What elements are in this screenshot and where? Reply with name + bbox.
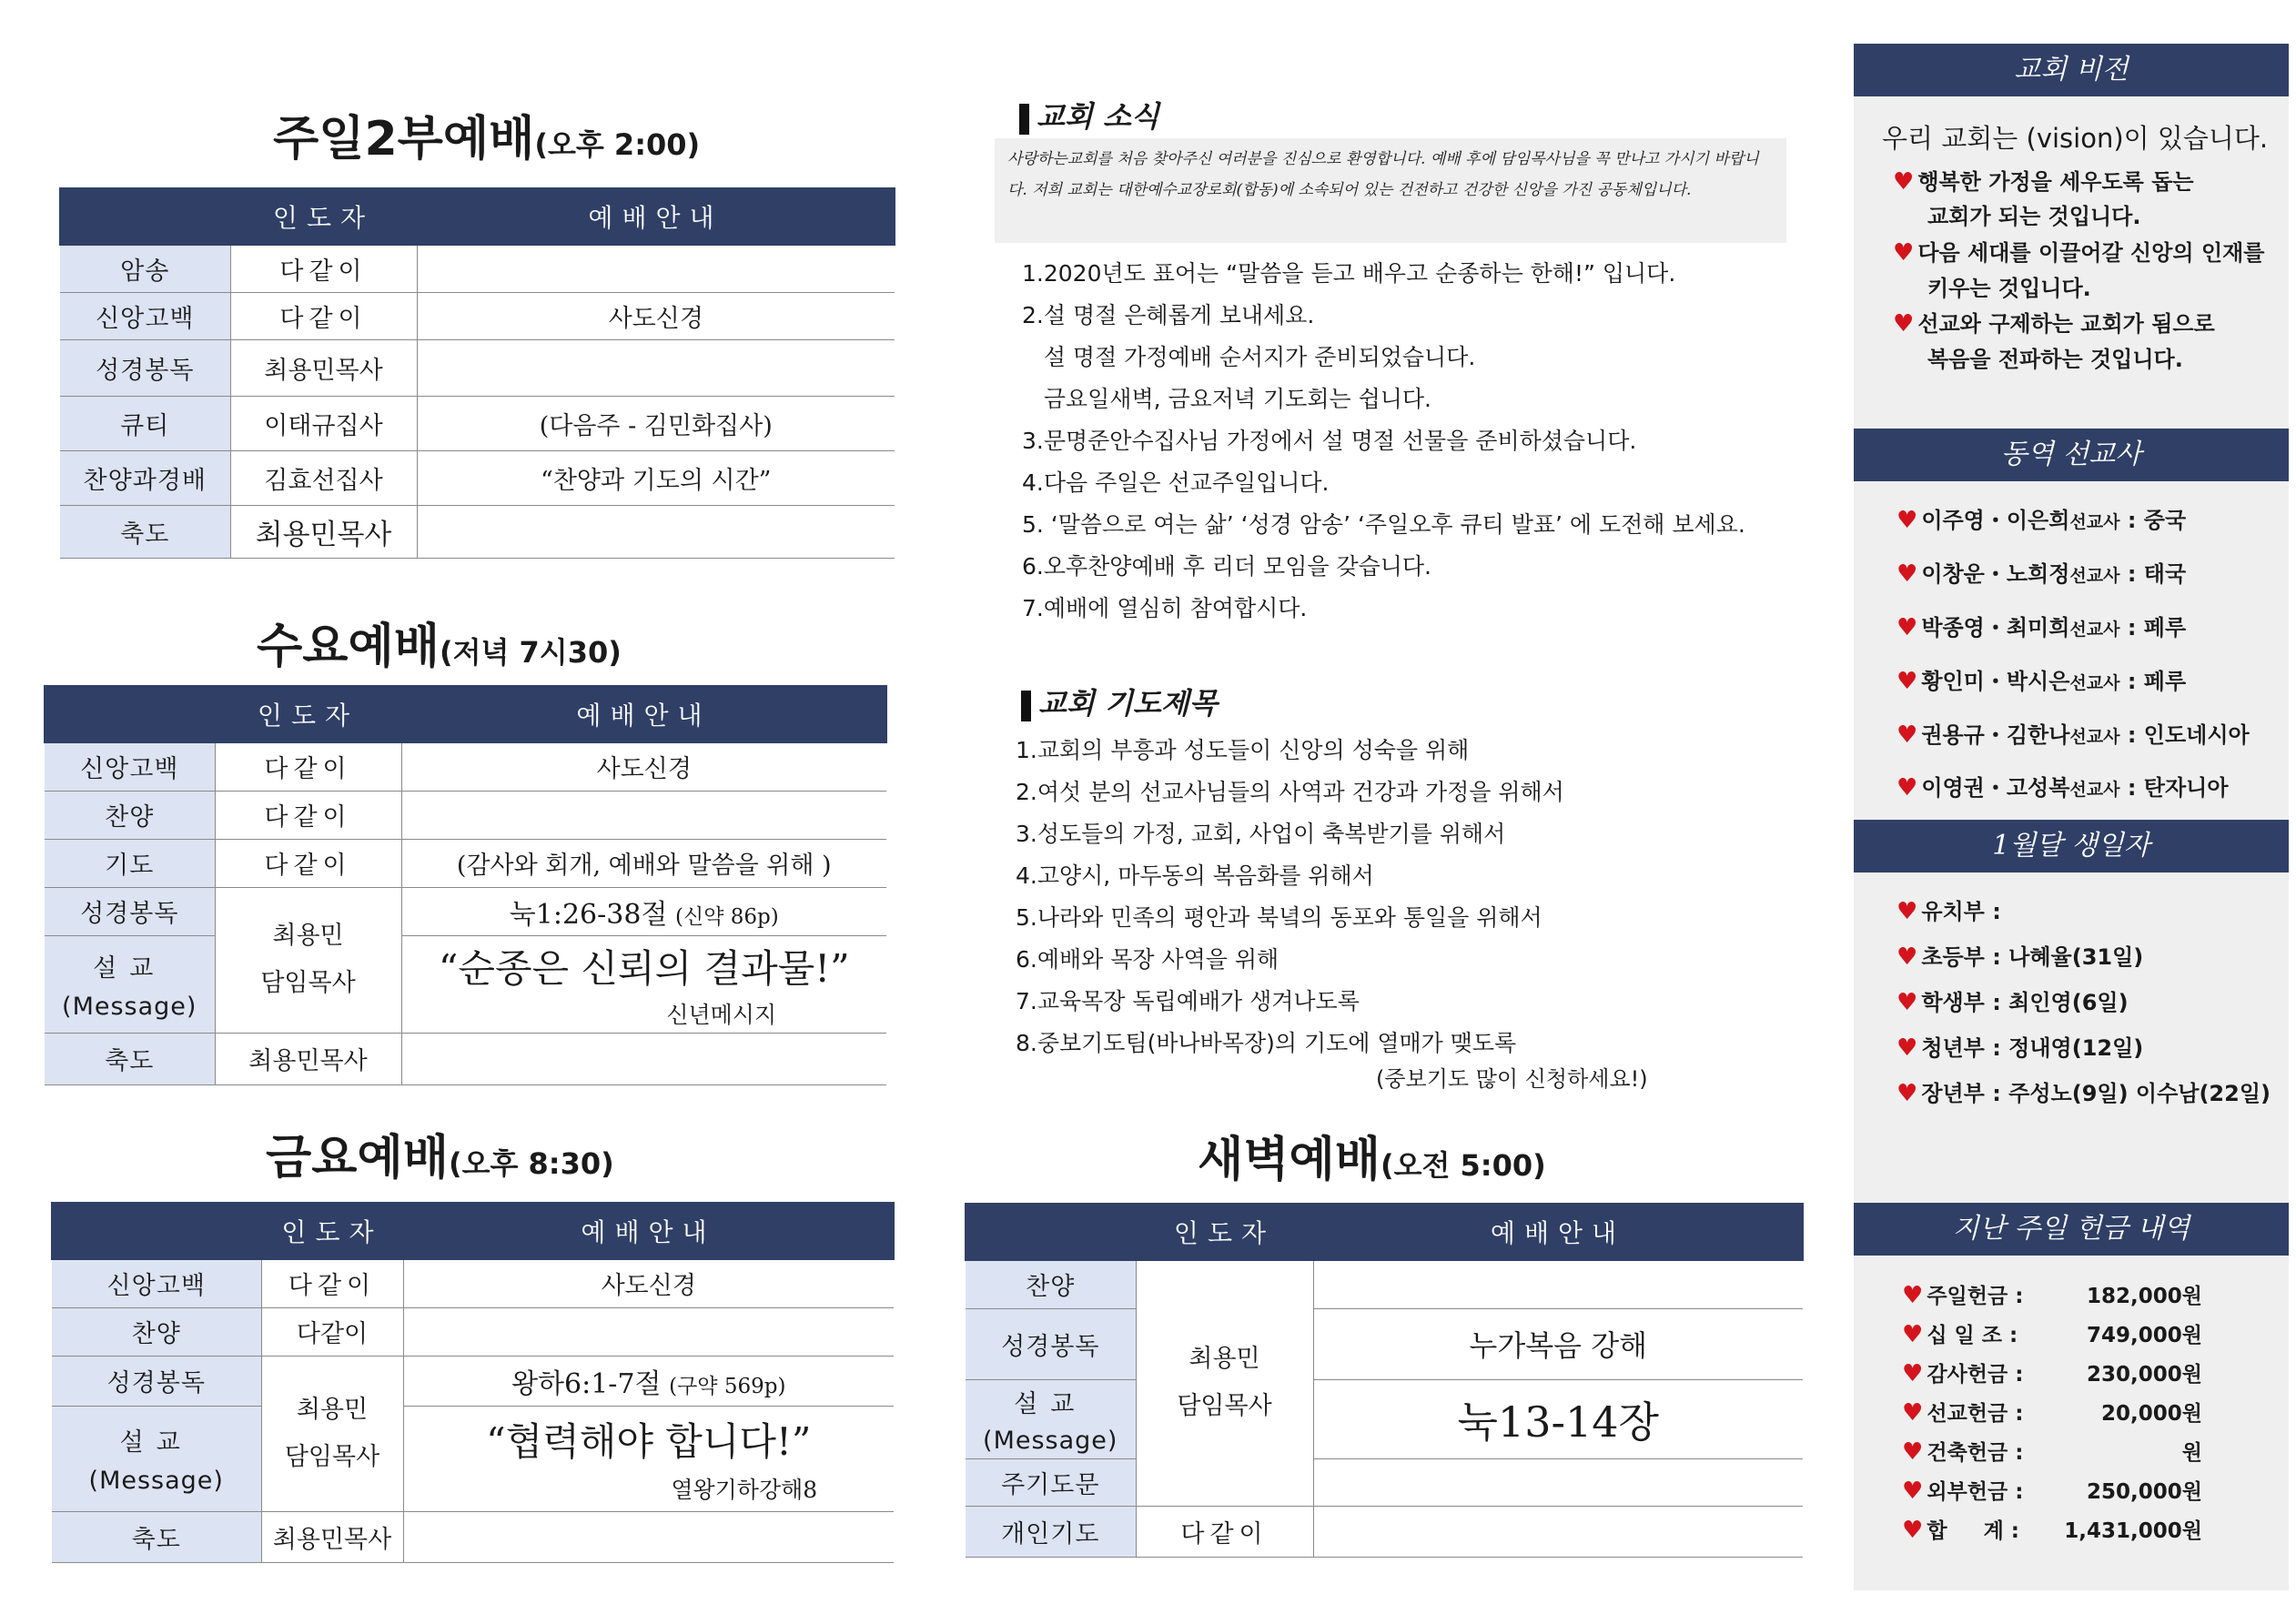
sunday2-title-text: 주일2부예배 <box>273 112 535 166</box>
row-leader: 김효선집사 <box>230 450 417 505</box>
missionary-place: : 인도네시아 <box>2119 722 2250 748</box>
heart-icon: ♥ <box>1896 560 1918 588</box>
scripture: 왕하6:1-7절 <box>511 1367 662 1400</box>
row-label: 기도 <box>45 839 215 887</box>
sunday2-header-info: 예배안내 <box>417 188 895 245</box>
sermon-label-en: (Message) <box>88 1467 224 1495</box>
birthday-item <box>1896 1075 2271 1107</box>
row-info: (다음주 - 김민화집사) <box>417 396 895 450</box>
sermon-subtitle: 열왕기하강해8 <box>671 1477 818 1503</box>
row-label: 신앙고백 <box>60 292 230 339</box>
news-heading <box>1019 94 1159 136</box>
row-leader: 최용민목사 <box>261 1511 403 1562</box>
list-item: 5.나라와 민족의 평안과 북녘의 동포와 통일을 위해서 <box>1016 904 1542 931</box>
row-label <box>45 935 215 1033</box>
missionary-place: : 페루 <box>2119 669 2187 694</box>
vision-line: 행복한 가정을 세우도록 돕는 <box>1917 169 2194 195</box>
vision-item-cont: 교회가 되는 것입니다. <box>1927 204 2141 229</box>
heart-icon: ♥ <box>1893 310 1915 338</box>
heart-icon: ♥ <box>1896 507 1918 534</box>
prayer-note: (중보기도 많이 신청하세요!) <box>1376 1066 1648 1092</box>
wednesday-time: (저녁 7시30) <box>439 635 622 670</box>
heart-icon: ♥ <box>1896 943 1918 971</box>
birthday-text: 학생부 : 최인영(6일) <box>1921 990 2129 1015</box>
offering-amount: 250,000원 <box>2087 1480 2202 1504</box>
missionary-names: 박종영・최미희 <box>1921 615 2070 641</box>
dawn-header-leader: 인도자 <box>1136 1204 1313 1260</box>
row-leader: 이태규집사 <box>230 396 417 450</box>
row-info <box>403 1406 894 1511</box>
row-leader: 최용민목사 <box>230 339 417 396</box>
list-item: 3.문명준안수집사님 가정에서 설 명절 선물을 준비하셨습니다. <box>1022 428 1637 454</box>
sunday2-title <box>273 100 700 168</box>
missionary-place: : 페루 <box>2119 615 2187 641</box>
row-leader: 다같이 <box>230 245 417 292</box>
offering-label-text: 십 일 조 : <box>1927 1324 2018 1347</box>
row-label: 암송 <box>60 245 230 292</box>
offering-label-text: 외부헌금 : <box>1927 1480 2024 1504</box>
missionary-names: 이창운・노희정 <box>1921 561 2070 587</box>
row-leader: 다같이 <box>230 292 417 339</box>
sermon-label: 설교 <box>1014 1389 1087 1418</box>
friday-header-leader: 인도자 <box>261 1203 403 1259</box>
row-info: (감사와 회개, 예배와 말씀을 위해 ) <box>401 839 886 887</box>
row-info <box>417 505 895 558</box>
row-label: 축도 <box>60 505 230 558</box>
row-label: 찬양 <box>45 791 215 839</box>
vision-line: 다음 세대를 이끌어갈 신앙의 인재를 <box>1917 240 2265 266</box>
prayer-list <box>1016 730 1798 1064</box>
row-info <box>401 791 886 839</box>
missionary-names: 이주영・이은희 <box>1921 508 2070 533</box>
row-leader: 다같이 <box>261 1259 403 1307</box>
row-label: 성경봉독 <box>966 1308 1136 1379</box>
row-info <box>417 339 895 396</box>
news-list <box>1022 253 1805 630</box>
heart-icon: ♥ <box>1896 989 1918 1016</box>
offering-label-text: 건축헌금 : <box>1927 1441 2024 1465</box>
missionary-place: : 탄자니아 <box>2119 775 2229 801</box>
friday-header-info: 예배안내 <box>403 1203 894 1259</box>
offering-heading: 지난 주일 헌금 내역 <box>1854 1203 2289 1256</box>
vision-item <box>1893 306 2215 338</box>
dawn-header-blank <box>966 1204 1136 1260</box>
birthday-item <box>1896 984 2129 1016</box>
vision-title: 우리 교회는 (vision)이 있습니다. <box>1882 123 2269 154</box>
prayer-heading-text: 교회 기도제목 <box>1038 686 1218 721</box>
heart-icon: ♥ <box>1896 1080 1918 1107</box>
offering-amount: 원 <box>2181 1441 2202 1465</box>
row-info <box>403 1307 894 1356</box>
row-info <box>417 245 895 292</box>
missionary-role: 선교사 <box>2069 673 2120 693</box>
news-heading-text: 교회 소식 <box>1037 99 1159 134</box>
friday-title-text: 금요예배 <box>266 1131 449 1185</box>
row-info <box>401 887 886 935</box>
missionary-place: : 태국 <box>2119 561 2187 587</box>
row-info: 사도신경 <box>417 292 895 339</box>
row-info: 사도신경 <box>401 742 886 791</box>
offering-label <box>1902 1357 2023 1387</box>
list-item: 설 명절 가정예배 순서지가 준비되었습니다. <box>1022 344 1476 370</box>
heading-bar-icon <box>1021 691 1031 721</box>
birthday-text: 장년부 : 주성노(9일) 이수남(22일) <box>1921 1081 2271 1106</box>
row-label: 찬양 <box>966 1260 1136 1308</box>
sermon-subtitle: 신년메시지 <box>666 1001 777 1028</box>
heart-icon: ♥ <box>1893 239 1915 267</box>
wednesday-table <box>44 685 887 1085</box>
heart-icon: ♥ <box>1896 721 1918 749</box>
offering-amount: 749,000원 <box>2087 1324 2202 1347</box>
merged-leader <box>261 1356 403 1511</box>
sunday2-time: (오후 2:00) <box>534 127 701 162</box>
birthday-item <box>1896 1030 2143 1062</box>
sermon-title: “순종은 신뢰의 결과물!” <box>438 945 850 991</box>
row-label: 성경봉독 <box>60 339 230 396</box>
prayer-heading <box>1021 681 1218 722</box>
row-label: 성경봉독 <box>45 887 215 935</box>
wednesday-header-leader: 인도자 <box>215 686 401 742</box>
row-leader: 다같이 <box>1136 1506 1313 1557</box>
missionary-role: 선교사 <box>2069 566 2120 586</box>
leader-title: 담임목사 <box>1177 1392 1272 1421</box>
list-item: 2.여섯 분의 선교사님들의 사역과 건강과 가정을 위해서 <box>1016 779 1564 805</box>
row-label: 축도 <box>45 1033 215 1084</box>
friday-time: (오후 8:30) <box>448 1146 614 1181</box>
list-item: 금요일새벽, 금요저녁 기도회는 쉽니다. <box>1022 386 1431 412</box>
row-leader: 다같이 <box>215 791 401 839</box>
vision-line: 선교와 구제하는 교회가 됨으로 <box>1917 311 2215 337</box>
row-leader: 다같이 <box>215 742 401 791</box>
missionary-item <box>1896 502 2186 534</box>
list-item: 4.다음 주일은 선교주일입니다. <box>1022 469 1330 496</box>
row-label: 찬양과경배 <box>60 450 230 505</box>
heart-icon: ♥ <box>1902 1282 1924 1309</box>
heading-bar-icon <box>1019 104 1029 135</box>
row-info <box>403 1511 894 1562</box>
missionary-item <box>1896 717 2250 749</box>
wednesday-title <box>257 608 622 676</box>
offering-label <box>1902 1514 2019 1544</box>
heart-icon: ♥ <box>1902 1360 1924 1387</box>
offering-amount: 230,000원 <box>2087 1363 2202 1387</box>
sermon-title: “협력해야 합니다!” <box>486 1419 812 1464</box>
list-item: 7.교육목장 독립예배가 생겨나도록 <box>1016 988 1360 1014</box>
vision-item-cont: 키우는 것입니다. <box>1927 276 2091 301</box>
row-info <box>1313 1260 1803 1308</box>
offering-label <box>1902 1397 2023 1427</box>
dawn-table <box>965 1203 1804 1558</box>
leader-name: 최용민 <box>1188 1345 1260 1374</box>
merged-leader <box>215 887 401 1033</box>
birthday-item <box>1896 939 2143 971</box>
missionary-names: 이영권・고성복 <box>1921 775 2070 801</box>
heart-icon: ♥ <box>1902 1478 1924 1505</box>
missionary-role: 선교사 <box>2069 512 2120 532</box>
row-label: 성경봉독 <box>52 1356 261 1406</box>
list-item: 1.2020년도 표어는 “말씀을 듣고 배우고 순종하는 한해!” 입니다. <box>1022 260 1676 287</box>
row-info: 누가복음 강해 <box>1313 1308 1803 1379</box>
missionary-names: 권용규・김한나 <box>1921 722 2070 748</box>
offering-label-text: 주일헌금 : <box>1927 1285 2024 1308</box>
row-label: 주기도문 <box>966 1458 1136 1506</box>
birthday-text: 청년부 : 정내영(12일) <box>1921 1035 2144 1061</box>
row-label <box>52 1406 261 1511</box>
row-info <box>401 1033 886 1084</box>
missionary-names: 황인미・박시은 <box>1921 669 2070 694</box>
row-label: 큐티 <box>60 396 230 450</box>
sermon-label: 설교 <box>119 1428 193 1457</box>
heart-icon: ♥ <box>1902 1438 1924 1466</box>
heart-icon: ♥ <box>1902 1321 1924 1348</box>
offering-label-text: 선교헌금 : <box>1927 1402 2024 1426</box>
friday-header-blank <box>52 1203 261 1259</box>
row-leader: 다같이 <box>215 839 401 887</box>
offering-amount: 20,000원 <box>2101 1402 2202 1426</box>
row-info <box>1313 1458 1803 1506</box>
list-item: 6.예배와 목장 사역을 위해 <box>1016 946 1279 973</box>
row-label: 개인기도 <box>966 1506 1136 1557</box>
row-label: 축도 <box>52 1511 261 1562</box>
row-info: 사도신경 <box>403 1259 894 1307</box>
offering-label <box>1902 1279 2023 1309</box>
heart-icon: ♥ <box>1896 898 1918 925</box>
offering-label-text: 합 계 : <box>1927 1519 2019 1543</box>
row-label: 찬양 <box>52 1307 261 1356</box>
sunday2-header-blank <box>60 188 230 245</box>
list-item: 8.중보기도팀(바나바목장)의 기도에 열매가 맺도록 <box>1016 1030 1517 1056</box>
heart-icon: ♥ <box>1902 1399 1924 1427</box>
wednesday-header-blank <box>45 686 215 742</box>
row-info: 눅13-14장 <box>1313 1379 1803 1458</box>
list-item: 4.고양시, 마두동의 복음화를 위해서 <box>1016 862 1374 889</box>
heart-icon: ♥ <box>1896 774 1918 802</box>
leader-name: 최용민 <box>296 1395 369 1424</box>
list-item: 3.성도들의 가정, 교회, 사업이 축복받기를 위해서 <box>1016 821 1506 847</box>
missionary-role: 선교사 <box>2069 727 2120 747</box>
vision-item <box>1893 235 2265 267</box>
scripture-page: (신약 86p) <box>675 904 779 929</box>
list-item: 6.오후찬양예배 후 리더 모임을 갖습니다. <box>1022 553 1431 580</box>
row-info <box>1313 1506 1803 1557</box>
offering-amount: 182,000원 <box>2087 1285 2202 1308</box>
row-info <box>403 1356 894 1406</box>
dawn-title <box>1198 1121 1546 1189</box>
missionary-item <box>1896 556 2186 588</box>
wednesday-header-info: 예배안내 <box>401 686 886 742</box>
leader-name: 최용민 <box>272 922 344 950</box>
row-leader: 최용민목사 <box>215 1033 401 1084</box>
friday-title <box>266 1119 614 1187</box>
offering-label <box>1902 1436 2023 1466</box>
vision-heading: 교회 비전 <box>1854 44 2289 96</box>
list-item: 5. ‘말씀으로 여는 삶’ ‘성경 암송’ ‘주일오후 큐티 발표’ 에 도전해 보세요. <box>1022 511 1745 538</box>
offering-label <box>1902 1475 2023 1505</box>
offering-amount: 1,431,000원 <box>2064 1519 2202 1543</box>
heart-icon: ♥ <box>1893 168 1915 196</box>
leader-title: 담임목사 <box>284 1442 380 1471</box>
vision-item-cont: 복음을 전파하는 것입니다. <box>1927 347 2183 372</box>
offering-label <box>1902 1318 2018 1348</box>
sermon-label: 설교 <box>93 953 167 983</box>
dawn-title-text: 새벽예배 <box>1198 1133 1381 1187</box>
birthday-text: 유치부 : <box>1921 899 2001 924</box>
row-label <box>966 1379 1136 1458</box>
missionary-place: : 중국 <box>2119 508 2187 533</box>
missionaries-heading: 동역 선교사 <box>1854 429 2289 481</box>
list-item: 1.교회의 부흥과 성도들이 신앙의 성숙을 위해 <box>1016 737 1470 763</box>
sermon-label-en: (Message) <box>983 1426 1118 1455</box>
list-item: 7.예배에 열심히 참여합시다. <box>1022 595 1308 621</box>
merged-leader <box>1136 1260 1313 1506</box>
missionary-item <box>1896 610 2186 641</box>
missionary-role: 선교사 <box>2069 620 2120 640</box>
scripture-page: (구약 569p) <box>669 1374 786 1398</box>
row-leader: 최용민목사 <box>230 505 417 558</box>
heart-icon: ♥ <box>1896 668 1918 695</box>
sunday2-table <box>59 187 895 559</box>
heart-icon: ♥ <box>1896 614 1918 641</box>
vision-item <box>1893 164 2194 196</box>
sermon-label-en: (Message) <box>62 992 197 1021</box>
dawn-time: (오전 5:00) <box>1380 1148 1546 1183</box>
row-label: 신앙고백 <box>52 1259 261 1307</box>
missionary-item <box>1896 770 2229 802</box>
sunday2-header-leader: 인도자 <box>230 188 417 245</box>
birthday-item <box>1896 893 2001 925</box>
missionary-role: 선교사 <box>2069 780 2120 800</box>
heart-icon: ♥ <box>1896 1034 1918 1062</box>
leader-title: 담임목사 <box>260 969 356 997</box>
row-info <box>401 935 886 1033</box>
list-item: 2.설 명절 은혜롭게 보내세요. <box>1022 302 1315 328</box>
row-label: 신앙고백 <box>45 742 215 791</box>
heart-icon: ♥ <box>1902 1517 1924 1544</box>
missionary-item <box>1896 663 2186 695</box>
scripture: 눅1:26-38절 <box>509 898 668 931</box>
wednesday-title-text: 수요예배 <box>257 620 440 674</box>
birthday-text: 초등부 : 나혜율(31일) <box>1921 944 2144 970</box>
news-intro: 사랑하는교회를 처음 찾아주신 여러분을 진심으로 환영합니다. 예배 후에 담임목사님을 꼭 만나고 가시기 바랍니다. 저희 교회는 대한예수교장로회(합동)에 소속되어 있는 건전하고 건강한 신앙을 가진 공동체입니다. <box>995 138 1786 243</box>
dawn-header-info: 예배안내 <box>1313 1204 1803 1260</box>
offering-label-text: 감사헌금 : <box>1927 1363 2024 1387</box>
row-leader: 다같이 <box>261 1307 403 1356</box>
birthdays-heading: 1월달 생일자 <box>1854 820 2289 873</box>
friday-table <box>51 1202 895 1563</box>
row-info: “찬양과 기도의 시간” <box>417 450 895 505</box>
